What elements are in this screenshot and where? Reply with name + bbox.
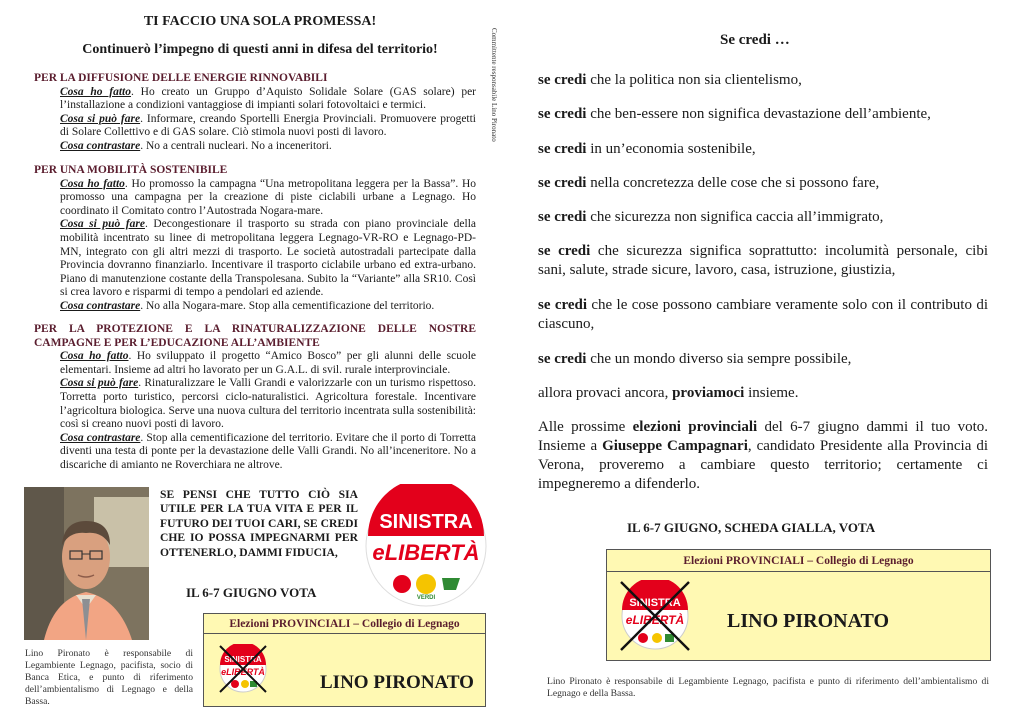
candidate-name: LINO PIRONATO <box>727 610 890 632</box>
item-text: . Ho sviluppato il progetto “Amico Bosco” per gli alunni delle scuole elementari. Insieme ad altri ho lavorato per un G.A.L. di svil. rurale interprovinciale. <box>60 350 476 376</box>
left-subheading: Continuerò l’impegno di questi anni in difesa del territorio! <box>82 42 438 57</box>
section-title: PER UNA MOBILITÀ SOSTENIBILE <box>34 164 228 176</box>
item-label: Cosa contrastare <box>60 139 141 152</box>
belief-6: se credi che sicurezza significa soprattutto: incolumità personale, cibi sani, salute, strade sicure, lavoro, casa, istruzione, giustizia, <box>538 243 988 278</box>
item-text: . Decongestionare il trasporto su strada con piano provinciale della mobilità incentrato su linee di metropolitana leggera Legnago-VR-RO e Legnago-PD-MN, integrato con gli altri mezzi di trasporto. Le società autostradali partecipate dalla Provincia dovranno finanziarlo. Incentivare il trasporto ciclabile urbano ed extra-urbano. Piano di manutenzione costante della Transpolesana. Subito la “Variante” alla SR10. Così si crea lavoro e risparmi di tempo a pendolari ed aziende. <box>60 218 476 299</box>
vote-date-right: IL 6-7 GIUGNO, SCHEDA GIALLA, VOTA <box>627 520 876 535</box>
belief-4: se credi nella concretezza delle cose che si possono fare, <box>538 175 880 191</box>
item-label: Cosa ho fatto <box>60 177 125 190</box>
section-nature <box>34 323 476 473</box>
item-label: Cosa si può fare <box>60 112 141 125</box>
ballot-left <box>203 613 486 707</box>
belief-2: se credi che ben-essere non significa devastazione dell’ambiente, <box>538 106 931 122</box>
ballot-header: Elezioni PROVINCIALI – Collegio di Legnago <box>607 550 990 572</box>
left-heading: TI FACCIO UNA SOLA PROMESSA! <box>143 14 377 29</box>
item-text: . Rinaturalizzare le Valli Grandi e valorizzarle con un turismo rispettoso. Torretta porto turistico, percorsi ciclo-naturalistici. Agricoltura forestale. Incentivare l’agricoltura biologica. Serve una nuova cultura del territorio incentrata sulla sostenibilità: così si creano nuovi posti di lavoro. <box>60 377 476 431</box>
item-text: . No alla Nogara-mare. Stop alla cementificazione del territorio. <box>140 299 435 312</box>
closing-line: allora provaci ancora, proviamoci insieme. <box>538 385 799 401</box>
belief-5: se credi che sicurezza non significa caccia all’immigrato, <box>538 209 884 225</box>
candidate-photo <box>24 487 149 640</box>
item-label: Cosa ho fatto <box>60 85 132 98</box>
logo-text-line1: SINISTRA <box>379 511 473 533</box>
item-text: . Informare, creando Sportelli Energia Provinciali. Promuovere progetti di Solare Collettivo e di GAS solare. Ciò stimola nuovi posti di lavoro. <box>60 112 477 139</box>
item-text: . No a centrali nucleari. No a inceneritori. <box>140 139 332 152</box>
candidate-name: LINO PIRONATO <box>320 672 474 693</box>
candidate-bio-right: Lino Pironato è responsabile di Legambiente Legnago, pacifista e punto di riferimento dell’ambientalismo di Legnago e della Bassa. <box>547 676 989 699</box>
election-paragraph: Alle prossime elezioni provinciali del 6-7 giugno dammi il tuo voto. Insieme a Giuseppe Campagnari, candidato Presidente alla Provincia di Verona, proveremo a cambiare questo territorio; certamente ci impegneremo a difenderlo. <box>538 419 988 492</box>
party-logo <box>364 484 488 608</box>
vertical-note: Committente responsabile Lino Pironato <box>490 28 498 142</box>
candidate-bio-left: Lino Pironato è responsabile di Legambiente Legnago, pacifista, socio di Banca Etica, e punto di riferimento dell’ambientalismo di Legnago e della Bassa. <box>25 648 193 707</box>
belief-3: se credi in un’economia sostenibile, <box>538 141 756 157</box>
ballot-logo-crossed <box>218 644 268 694</box>
logo-small-text: VERDI <box>416 595 436 601</box>
item-label: Cosa si può fare <box>60 218 145 231</box>
svg-text:eLIBERTÀ: eLIBERTÀ <box>221 667 265 677</box>
ballot-logo-crossed <box>619 580 691 652</box>
belief-7: se credi che le cose possono cambiare veramente solo con il contributo di ciascuno, <box>538 297 988 332</box>
belief-8: se credi che un mondo diverso sia sempre possibile, <box>538 351 852 367</box>
ballot-header: Elezioni PROVINCIALI – Collegio di Legnago <box>204 614 485 634</box>
logo-text-line2: eLIBERTÀ <box>372 540 480 565</box>
plea-text: SE PENSI CHE TUTTO CIÒ SIA UTILE PER LA TUA VITA E PER IL FUTURO DEI TUOI CARI, SE CREDI CHE IO POSSA IMPEGNARMI PER OTTENERLO, DAMMI FIDUCIA, <box>160 488 358 559</box>
item-text: . Ho promosso la campagna “Una metropolitana leggera per la Bassa”. Ho promosso una campagna per la creazione di piste ciclabili urbane a Legnago. Ho coordinato il Comitato contro l’Autostrada Nogara-mare. <box>60 177 476 217</box>
right-title: Se credi … <box>720 32 790 48</box>
item-label: Cosa si può fare <box>60 377 139 390</box>
section-title: PER LA PROTEZIONE E LA RINATURALIZZAZIONE DELLE NOSTRE CAMPAGNE E PER L’EDUCAZIONE ALL’AMBIENTE <box>34 323 476 349</box>
item-text: . Stop alla cementificazione del territorio. Evitare che il porto di Torretta diventi una testa di ponte per la devastazione delle Valli Grandi. No all’inceneritore. No a discariche di amianto ne Roverchiara ne altrove. <box>60 431 476 471</box>
section-title: PER LA DIFFUSIONE DELLE ENERGIE RINNOVABILI <box>34 72 328 84</box>
item-label: Cosa contrastare <box>60 431 141 444</box>
svg-text:eLIBERTÀ: eLIBERTÀ <box>625 613 685 627</box>
belief-1: se credi che la politica non sia clientelismo, <box>538 72 802 88</box>
item-text: . Ho creato un Gruppo d’Aquisto Solidale Solare (GAS solare) per l’installazione a condizioni vantaggiose di impianti solari fotovoltaici e termici. <box>60 85 477 112</box>
vote-date-left: IL 6-7 GIUGNO VOTA <box>186 585 317 600</box>
item-label: Cosa ho fatto <box>60 350 129 363</box>
section-mobility <box>34 164 476 314</box>
section-renewables <box>34 72 476 154</box>
item-label: Cosa contrastare <box>60 299 141 312</box>
ballot-right <box>606 549 991 661</box>
svg-text:SINISTRA: SINISTRA <box>224 655 262 664</box>
svg-text:SINISTRA: SINISTRA <box>629 597 681 609</box>
